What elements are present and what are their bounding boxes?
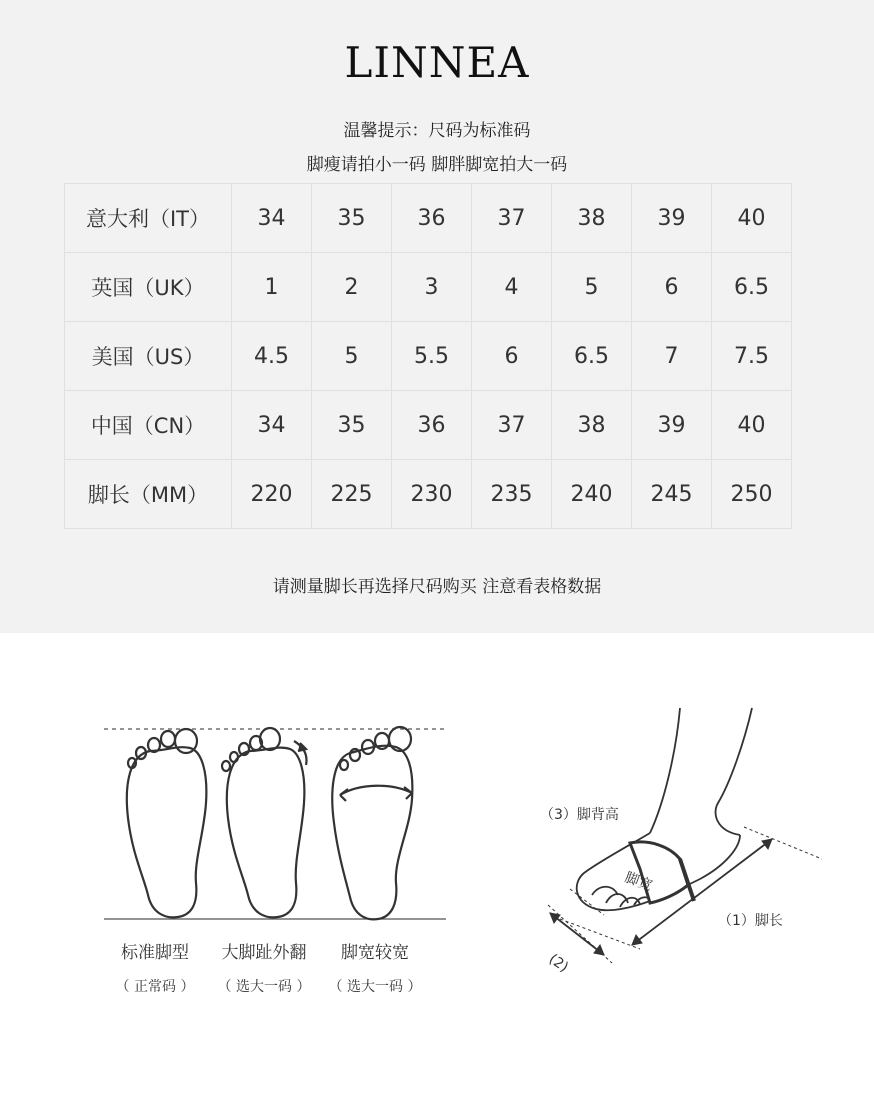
table-row [65,184,792,253]
table-cell: 240 [552,460,632,529]
table-cell: 6 [632,253,712,322]
row-label: 英国（UK） [65,253,232,322]
table-cell: 5 [552,253,632,322]
bunion-foot-icon [222,728,307,917]
tip-line-1: 温馨提示：尺码为标准码 [343,121,531,141]
foot-type-name: 标准脚型 [121,943,189,963]
table-cell: 235 [472,460,552,529]
table-cell: 2 [312,253,392,322]
table-cell: 220 [232,460,312,529]
table-cell: 38 [552,184,632,253]
brand-title: LINNEA [344,38,530,87]
foot-type-advice: （ 选大一码 ） [217,979,311,995]
foot-width-label: 脚宽 [622,869,655,895]
table-row [65,460,792,529]
foot-diagram [0,633,874,1104]
row-label: 美国（US） [65,322,232,391]
size-table [64,183,792,529]
table-cell: 4.5 [232,322,312,391]
table-row [65,322,792,391]
table-cell: 3 [392,253,472,322]
row-label: 意大利（IT） [65,184,232,253]
wide-foot-icon [332,727,412,919]
table-row [65,391,792,460]
table-cell: 36 [392,184,472,253]
table-cell: 39 [632,391,712,460]
row-label: 脚长（MM） [65,460,232,529]
measure-note: 请测量脚长再选择尺码购买 注意看表格数据 [272,577,602,597]
table-cell: 6.5 [712,253,792,322]
table-cell: 5.5 [392,322,472,391]
table-cell: 35 [312,184,392,253]
table-cell: 39 [632,184,712,253]
table-cell: 245 [632,460,712,529]
standard-foot-icon [127,729,207,917]
table-cell: 38 [552,391,632,460]
tip-line-2: 脚瘦请拍小一码 脚胖脚宽拍大一码 [306,155,568,175]
label-2: (2) [545,951,572,976]
table-cell: 7.5 [712,322,792,391]
foot-type-name: 脚宽较宽 [341,943,409,963]
table-cell: 1 [232,253,312,322]
table-cell: 34 [232,391,312,460]
foot-length-label: （1）脚长 [718,913,783,929]
foot-type-advice: （ 选大一码 ） [328,979,422,995]
instep-height-label: （3）脚背高 [540,807,619,823]
table-cell: 37 [472,184,552,253]
table-cell: 36 [392,391,472,460]
table-cell: 4 [472,253,552,322]
table-cell: 225 [312,460,392,529]
table-cell: 6 [472,322,552,391]
table-cell: 40 [712,184,792,253]
table-cell: 230 [392,460,472,529]
table-cell: 37 [472,391,552,460]
table-cell: 40 [712,391,792,460]
table-cell: 5 [312,322,392,391]
foot-type-name: 大脚趾外翻 [221,943,307,963]
table-cell: 6.5 [552,322,632,391]
table-cell: 34 [232,184,312,253]
table-cell: 250 [712,460,792,529]
table-cell: 7 [632,322,712,391]
table-cell: 35 [312,391,392,460]
table-row [65,253,792,322]
foot-type-advice: （ 正常码 ） [115,979,195,995]
row-label: 中国（CN） [65,391,232,460]
